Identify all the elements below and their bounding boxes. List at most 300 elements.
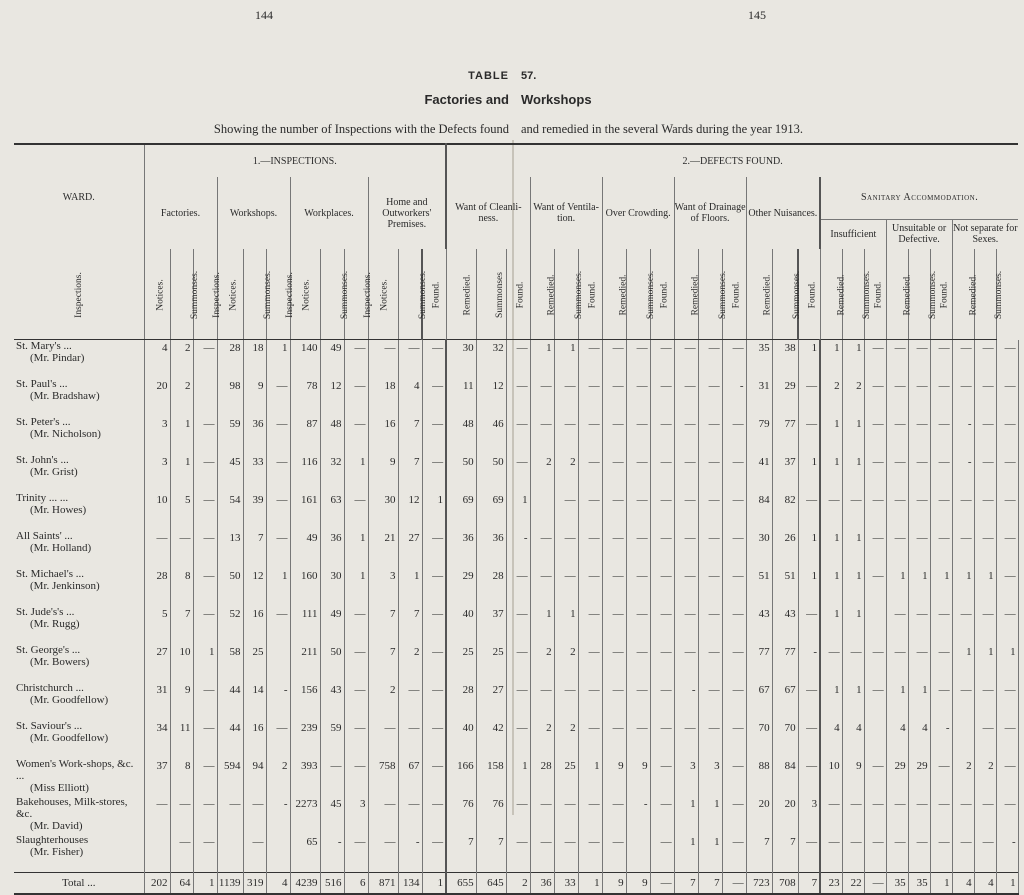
column-header	[170, 249, 200, 340]
table-row	[14, 758, 1018, 796]
table-cell	[864, 606, 886, 644]
table-cell: 77	[772, 416, 798, 454]
table-cell: 2	[530, 454, 554, 492]
table-row	[14, 644, 1018, 682]
ward-cell	[14, 568, 144, 606]
total-cell: 2	[506, 873, 530, 895]
table-cell: —	[698, 530, 722, 568]
table-cell: —	[626, 340, 650, 379]
table-cell: 1	[344, 454, 368, 492]
table-cell: 48	[446, 416, 476, 454]
table-cell: —	[650, 834, 674, 873]
table-cell: —	[344, 340, 368, 379]
table-cell: 3	[144, 416, 170, 454]
table-cell: 40	[446, 720, 476, 758]
table-cell: —	[996, 492, 1018, 530]
table-cell: 1	[842, 682, 864, 720]
total-cell: 723	[746, 873, 772, 895]
table-cell: 2	[398, 644, 422, 682]
table-cell: 27	[398, 530, 422, 568]
table-cell: 98	[217, 378, 243, 416]
table-cell: —	[506, 796, 530, 834]
table-cell: —	[864, 796, 886, 834]
ward-cell	[14, 720, 144, 758]
ward-name: St. Michael's ...	[16, 568, 84, 580]
column-header	[446, 249, 476, 340]
table-cell: 2	[554, 720, 578, 758]
ward-name: Women's Work-shops, &c. ...	[16, 758, 134, 782]
table-cell: 7	[398, 606, 422, 644]
table-cell: —	[722, 492, 746, 530]
table-cell: —	[974, 492, 996, 530]
table-cell: 30	[446, 340, 476, 379]
table-cell: 1	[674, 796, 698, 834]
table-cell: 20	[144, 378, 170, 416]
table-cell: —	[974, 378, 996, 416]
column-header-label: Summonses.	[645, 270, 656, 320]
table-cell: 1	[908, 682, 930, 720]
column-header-label: Found.	[938, 281, 949, 309]
table-cell: —	[952, 530, 974, 568]
table-cell: —	[930, 644, 952, 682]
table-cell: —	[506, 568, 530, 606]
ward-cell	[14, 454, 144, 492]
table-cell: —	[974, 454, 996, 492]
column-header	[554, 249, 584, 340]
table-cell: —	[798, 606, 820, 644]
table-cell: 9	[170, 682, 193, 720]
table-row	[14, 568, 1018, 606]
table-cell: —	[530, 530, 554, 568]
table-cell: 70	[746, 720, 772, 758]
table-cell: —	[578, 682, 602, 720]
table-cell: —	[602, 530, 626, 568]
table-cell: 2	[554, 454, 578, 492]
table-cell: 28	[476, 568, 506, 606]
table-cell: —	[698, 606, 722, 644]
table-cell: 63	[320, 492, 344, 530]
table-cell: 76	[476, 796, 506, 834]
table-cell: 52	[217, 606, 243, 644]
table-cell: —	[554, 416, 578, 454]
table-cell: 25	[476, 644, 506, 682]
table-row	[14, 720, 1018, 758]
total-label: Total ...	[14, 873, 144, 895]
table-cell: —	[722, 454, 746, 492]
table-cell: —	[996, 720, 1018, 758]
table-cell: —	[674, 416, 698, 454]
table-cell: 3	[144, 454, 170, 492]
table-cell: —	[886, 606, 908, 644]
total-cell: —	[864, 873, 886, 895]
table-cell: —	[864, 416, 886, 454]
table-cell: —	[674, 720, 698, 758]
table-row	[14, 378, 1018, 416]
column-header-label: Summonses.	[717, 270, 728, 320]
table-cell: —	[930, 530, 952, 568]
table-cell: 67	[772, 682, 798, 720]
table-cell: —	[602, 454, 626, 492]
group-want-drainage: Want of Drainage of Floors.	[674, 177, 746, 249]
table-cell: 211	[290, 644, 320, 682]
table-cell: —	[820, 492, 842, 530]
table-cell: 11	[446, 378, 476, 416]
table-cell: 10	[820, 758, 842, 796]
table-cell: 59	[217, 416, 243, 454]
column-header-label: Remedied.	[762, 274, 773, 316]
table-cell: 36	[243, 416, 266, 454]
table-cell: —	[554, 682, 578, 720]
total-cell: —	[722, 873, 746, 895]
table-cell: 9	[602, 758, 626, 796]
caption-left: Showing the number of Inspections with the Defects found	[213, 122, 509, 136]
table-row	[14, 340, 1018, 379]
column-header	[674, 249, 701, 340]
table-cell: -	[266, 796, 290, 834]
table-cell: 25	[554, 758, 578, 796]
table-cell: —	[674, 530, 698, 568]
table-cell	[217, 834, 243, 873]
total-cell: 655	[446, 873, 476, 895]
table-cell: 1	[820, 416, 842, 454]
table-cell: —	[952, 606, 974, 644]
table-cell: —	[626, 682, 650, 720]
table-cell: —	[422, 530, 446, 568]
total-cell: 6	[344, 873, 368, 895]
table-cell: -	[722, 378, 746, 416]
ward-name: St. Mary's ...	[16, 340, 72, 352]
table-cell: —	[368, 834, 398, 873]
total-cell: 1	[930, 873, 952, 895]
table-cell: —	[602, 568, 626, 606]
table-cell	[952, 720, 974, 758]
table-cell: 1	[886, 568, 908, 606]
table-cell: —	[530, 796, 554, 834]
table-cell: 29	[908, 758, 930, 796]
table-cell: —	[864, 530, 886, 568]
table-cell: 1	[170, 416, 193, 454]
table-cell: —	[974, 606, 996, 644]
table-cell: 49	[320, 606, 344, 644]
ward-cell	[14, 492, 144, 530]
table-cell: 111	[290, 606, 320, 644]
ward-cell	[14, 758, 144, 796]
table-cell: —	[650, 758, 674, 796]
table-cell: 9	[243, 378, 266, 416]
table-cell: 58	[217, 644, 243, 682]
table-cell: —	[626, 530, 650, 568]
table-cell: —	[996, 530, 1018, 568]
table-cell: 1	[554, 340, 578, 379]
table-cell: 5	[144, 606, 170, 644]
table-cell: —	[674, 644, 698, 682]
table-cell: —	[930, 340, 952, 379]
table-cell: —	[908, 378, 930, 416]
caption-right: and remedied in the several Wards during the year 1913.	[521, 122, 804, 136]
ward-officer: (Mr. Pindar)	[30, 352, 85, 364]
table-cell: —	[193, 454, 217, 492]
table-cell: —	[650, 682, 674, 720]
inspections-header: 1.—INSPECTIONS.	[144, 144, 446, 177]
table-cell: 1	[266, 568, 290, 606]
column-header	[698, 249, 728, 340]
table-cell: —	[798, 758, 820, 796]
total-cell: 1139	[217, 873, 243, 895]
column-header-label: Remedied.	[462, 274, 473, 316]
table-cell: 160	[290, 568, 320, 606]
table-cell: —	[193, 530, 217, 568]
ward-officer: (Mr. Holland)	[30, 542, 92, 554]
table-cell: —	[930, 492, 952, 530]
sanitary-insufficient: Insufficient	[820, 219, 886, 249]
table-cell: 1	[398, 568, 422, 606]
table-cell: —	[952, 340, 974, 379]
table-cell: 7	[368, 606, 398, 644]
table-cell: —	[996, 378, 1018, 416]
table-cell: —	[820, 834, 842, 873]
ward-name: Christchurch ...	[16, 682, 84, 694]
ward-officer: (Mr. Jenkinson)	[30, 580, 100, 592]
table-cell: —	[344, 720, 368, 758]
table-cell: 1	[952, 568, 974, 606]
table-cell: 69	[476, 492, 506, 530]
table-cell: —	[996, 682, 1018, 720]
table-cell: 27	[476, 682, 506, 720]
table-cell: 3	[344, 796, 368, 834]
table-cell	[266, 834, 290, 873]
column-header-label: Notices.	[228, 279, 239, 311]
table-cell: 29	[886, 758, 908, 796]
table-cell: 2273	[290, 796, 320, 834]
table-cell: —	[650, 454, 674, 492]
table-cell: —	[798, 492, 820, 530]
table-cell: —	[344, 378, 368, 416]
table-cell: 25	[446, 644, 476, 682]
column-header	[14, 249, 144, 340]
table-cell: 29	[772, 378, 798, 416]
table-cell: —	[842, 492, 864, 530]
defects-header: 2.—DEFECTS FOUND.	[682, 155, 783, 167]
total-cell: 202	[144, 873, 170, 895]
ward-name: Bakehouses, Milk-stores, &c.	[16, 796, 128, 820]
column-header-label: Found.	[658, 281, 669, 309]
table-cell: 79	[746, 416, 772, 454]
table-cell: 94	[243, 758, 266, 796]
table-cell: 7	[243, 530, 266, 568]
table-cell: —	[886, 454, 908, 492]
table-cell: —	[422, 454, 446, 492]
column-header-label: Found.	[730, 281, 741, 309]
table-cell: 26	[772, 530, 798, 568]
table-row	[14, 606, 1018, 644]
table-cell: 49	[320, 340, 344, 379]
column-header	[820, 249, 847, 340]
table-cell: 10	[144, 492, 170, 530]
table-cell: —	[674, 378, 698, 416]
table-cell: —	[698, 378, 722, 416]
total-cell: 9	[602, 873, 626, 895]
table-cell: -	[996, 834, 1018, 873]
table-cell: 2	[266, 758, 290, 796]
table-cell: —	[798, 682, 820, 720]
inspections-defects-table	[14, 143, 1019, 895]
table-cell: 41	[746, 454, 772, 492]
table-cell: 1	[842, 416, 864, 454]
table-cell: —	[344, 416, 368, 454]
table-cell: —	[722, 530, 746, 568]
table-cell: —	[626, 568, 650, 606]
table-cell: —	[650, 416, 674, 454]
table-cell: —	[506, 834, 530, 873]
table-cell: —	[506, 378, 530, 416]
table-cell: 4	[908, 720, 930, 758]
ward-name: St. John's ...	[16, 454, 69, 466]
ward-header: WARD.	[14, 144, 144, 249]
table-cell: —	[930, 758, 952, 796]
column-header	[320, 249, 350, 340]
ward-officer: (Mr. Nicholson)	[30, 428, 101, 440]
total-cell: 64	[170, 873, 193, 895]
table-cell: —	[422, 758, 446, 796]
table-cell: —	[626, 606, 650, 644]
table-cell: —	[798, 378, 820, 416]
ward-officer: (Mr. Rugg)	[30, 618, 80, 630]
sanitary-not-separate: Not separate for Sexes.	[953, 223, 1018, 246]
table-cell: —	[626, 644, 650, 682]
table-cell: —	[344, 492, 368, 530]
table-cell: —	[698, 492, 722, 530]
table-cell: —	[722, 644, 746, 682]
table-cell: —	[952, 378, 974, 416]
table-cell: 1	[506, 492, 530, 530]
column-header	[398, 249, 428, 340]
table-cell: 1	[996, 644, 1018, 682]
table-cell: —	[422, 416, 446, 454]
table-cell: —	[974, 834, 996, 873]
table-cell: —	[193, 568, 217, 606]
table-cell: —	[266, 530, 290, 568]
table-cell: —	[578, 492, 602, 530]
table-cell: —	[193, 796, 217, 834]
total-cell: 35	[886, 873, 908, 895]
table-cell: —	[554, 568, 578, 606]
table-cell: —	[952, 492, 974, 530]
table-cell: 82	[772, 492, 798, 530]
table-cell: 9	[626, 758, 650, 796]
table-cell: —	[798, 834, 820, 873]
table-cell: —	[674, 606, 698, 644]
table-cell: 166	[446, 758, 476, 796]
table-cell: 11	[170, 720, 193, 758]
table-cell: 37	[476, 606, 506, 644]
table-cell: —	[506, 416, 530, 454]
table-cell: —	[650, 644, 674, 682]
table-cell: —	[506, 682, 530, 720]
table-cell: —	[930, 682, 952, 720]
table-cell: 2	[170, 378, 193, 416]
table-cell: 51	[772, 568, 798, 606]
table-cell: 1	[266, 340, 290, 379]
column-header	[476, 249, 506, 340]
table-cell: 758	[368, 758, 398, 796]
table-cell: —	[217, 796, 243, 834]
table-cell: —	[886, 796, 908, 834]
table-cell: —	[578, 834, 602, 873]
column-header-label: Summonses.	[189, 270, 200, 320]
table-cell: —	[650, 796, 674, 834]
table-cell: —	[674, 568, 698, 606]
table-cell: 158	[476, 758, 506, 796]
table-cell: —	[578, 720, 602, 758]
table-cell: 1	[820, 454, 842, 492]
total-cell: 319	[243, 873, 266, 895]
table-cell	[530, 492, 554, 530]
table-cell: —	[578, 416, 602, 454]
table-cell: —	[506, 454, 530, 492]
table-cell: 28	[144, 568, 170, 606]
table-cell: 1	[820, 340, 842, 379]
table-cell	[193, 378, 217, 416]
table-cell: —	[506, 340, 530, 379]
table-cell: —	[996, 416, 1018, 454]
total-cell: 1	[193, 873, 217, 895]
table-cell: —	[578, 378, 602, 416]
table-cell: 32	[320, 454, 344, 492]
table-cell: —	[886, 416, 908, 454]
table-cell: 1	[170, 454, 193, 492]
table-cell: —	[886, 644, 908, 682]
table-cell: —	[722, 606, 746, 644]
total-cell: 36	[530, 873, 554, 895]
table-cell: 59	[320, 720, 344, 758]
table-cell: 51	[746, 568, 772, 606]
table-cell: —	[886, 492, 908, 530]
table-cell: —	[908, 492, 930, 530]
table-cell: 27	[144, 644, 170, 682]
table-cell: 44	[217, 720, 243, 758]
table-cell: —	[243, 796, 266, 834]
ward-officer: (Mr. Goodfellow)	[30, 732, 109, 744]
table-cell: 1	[698, 834, 722, 873]
table-cell: 18	[368, 378, 398, 416]
table-cell: —	[722, 720, 746, 758]
table-cell: 1	[798, 454, 820, 492]
table-cell: —	[530, 416, 554, 454]
ward-name: St. Paul's ...	[16, 378, 68, 390]
table-cell: 12	[476, 378, 506, 416]
table-cell: —	[578, 454, 602, 492]
table-cell: -	[266, 682, 290, 720]
table-cell: 140	[290, 340, 320, 379]
table-cell: 43	[320, 682, 344, 720]
table-cell: —	[170, 834, 193, 873]
column-header-label: Summonses.	[339, 270, 350, 320]
table-cell: —	[368, 796, 398, 834]
table-cell: —	[650, 340, 674, 379]
table-cell: 7	[170, 606, 193, 644]
table-cell: —	[193, 720, 217, 758]
table-cell: 7	[746, 834, 772, 873]
column-header-label: Summonses.	[927, 270, 938, 320]
table-cell: —	[554, 378, 578, 416]
column-header	[626, 249, 656, 340]
table-cell: —	[626, 378, 650, 416]
column-header	[530, 249, 557, 340]
table-cell: —	[398, 720, 422, 758]
table-cell: —	[650, 720, 674, 758]
ward-cell	[14, 378, 144, 416]
total-cell: 871	[368, 873, 398, 895]
